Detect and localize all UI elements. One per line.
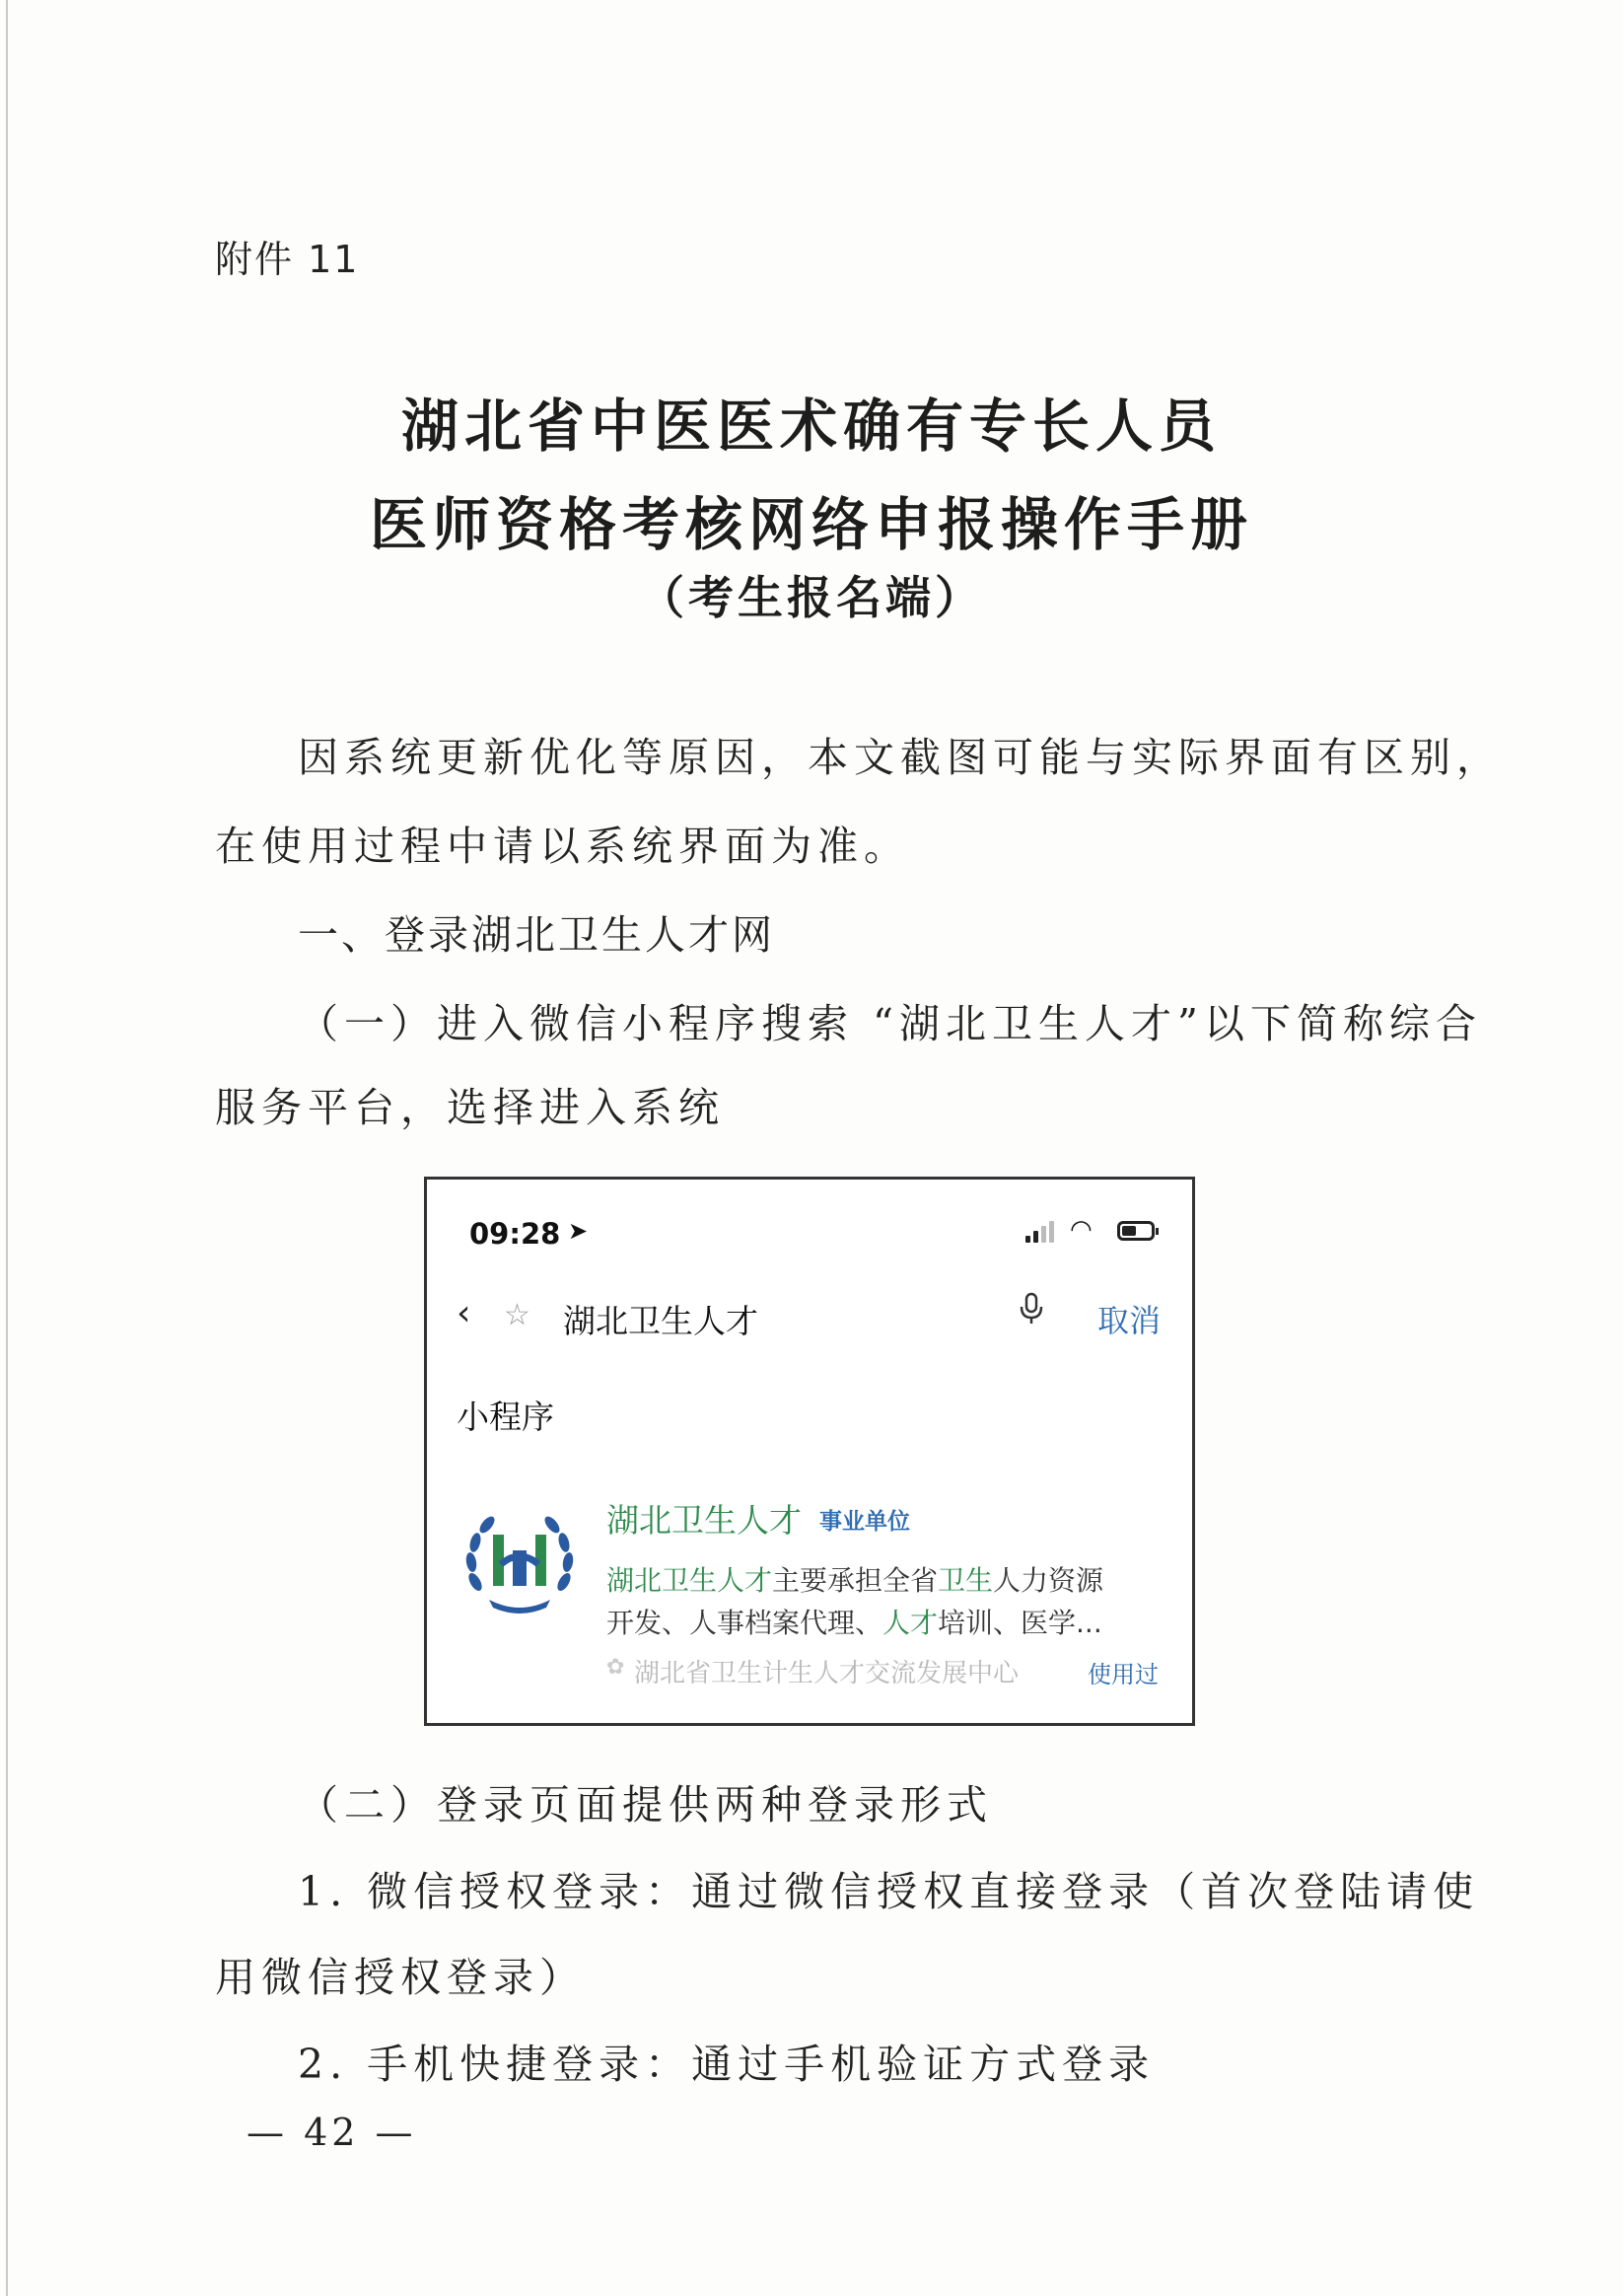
cancel-button[interactable]: 取消 bbox=[1097, 1302, 1162, 1339]
document-subtitle: （考生报名端） bbox=[639, 571, 984, 624]
wifi-icon: ◠ bbox=[1070, 1215, 1093, 1245]
document-title-line-2: 医师资格考核网络申报操作手册 bbox=[369, 491, 1253, 558]
results-section-label: 小程序 bbox=[457, 1398, 554, 1436]
organization-name: 湖北省卫生计生人才交流发展中心 bbox=[634, 1659, 1020, 1688]
scan-edge bbox=[6, 0, 8, 2296]
attachment-label: 附件 11 bbox=[215, 238, 360, 281]
signal-icon bbox=[1025, 1219, 1055, 1243]
app-description-line-1: 湖北卫生人才主要承担全省卫生人力资源 bbox=[606, 1564, 1104, 1597]
wechat-search-screenshot bbox=[424, 1177, 1195, 1726]
intro-line-1: 因系统更新优化等原因，本文截图可能与实际界面有区别， bbox=[298, 734, 1503, 781]
step-1-line-1: （一）进入微信小程序搜索 “湖北卫生人才”以下简称综合 bbox=[298, 1000, 1482, 1047]
battery-icon bbox=[1117, 1221, 1155, 1241]
back-chevron-icon[interactable]: ‹ bbox=[457, 1293, 471, 1333]
intro-line-2: 在使用过程中请以系统界面为准。 bbox=[215, 823, 910, 870]
app-description-line-2: 开发、人事档案代理、人才培训、医学... bbox=[606, 1607, 1102, 1639]
used-tag: 使用过 bbox=[1088, 1661, 1159, 1688]
method-1-line-1: 1. 微信授权登录：通过微信授权直接登录（首次登陆请使 bbox=[298, 1868, 1480, 1915]
method-1-line-2: 用微信授权登录） bbox=[215, 1954, 586, 2001]
method-2: 2. 手机快捷登录：通过手机验证方式登录 bbox=[298, 2041, 1156, 2088]
location-arrow-icon: ➤ bbox=[568, 1217, 589, 1245]
search-query-text[interactable]: 湖北卫生人才 bbox=[563, 1302, 758, 1340]
verified-icon: ✿ bbox=[606, 1655, 625, 1680]
document-title-line-1: 湖北省中医医术确有专长人员 bbox=[400, 393, 1222, 460]
microphone-icon[interactable] bbox=[1019, 1292, 1044, 1333]
app-logo[interactable] bbox=[461, 1505, 578, 1621]
app-badge: 事业单位 bbox=[819, 1509, 910, 1535]
app-name[interactable]: 湖北卫生人才 bbox=[606, 1501, 802, 1540]
step-1-line-2: 服务平台，选择进入系统 bbox=[215, 1084, 725, 1131]
section-heading: 一、登录湖北卫生人才网 bbox=[298, 911, 775, 959]
step-2: （二）登录页面提供两种登录形式 bbox=[298, 1781, 993, 1829]
status-time: 09:28 bbox=[469, 1217, 561, 1251]
star-icon[interactable]: ☆ bbox=[504, 1298, 530, 1332]
page-number: — 42 — bbox=[247, 2111, 417, 2154]
